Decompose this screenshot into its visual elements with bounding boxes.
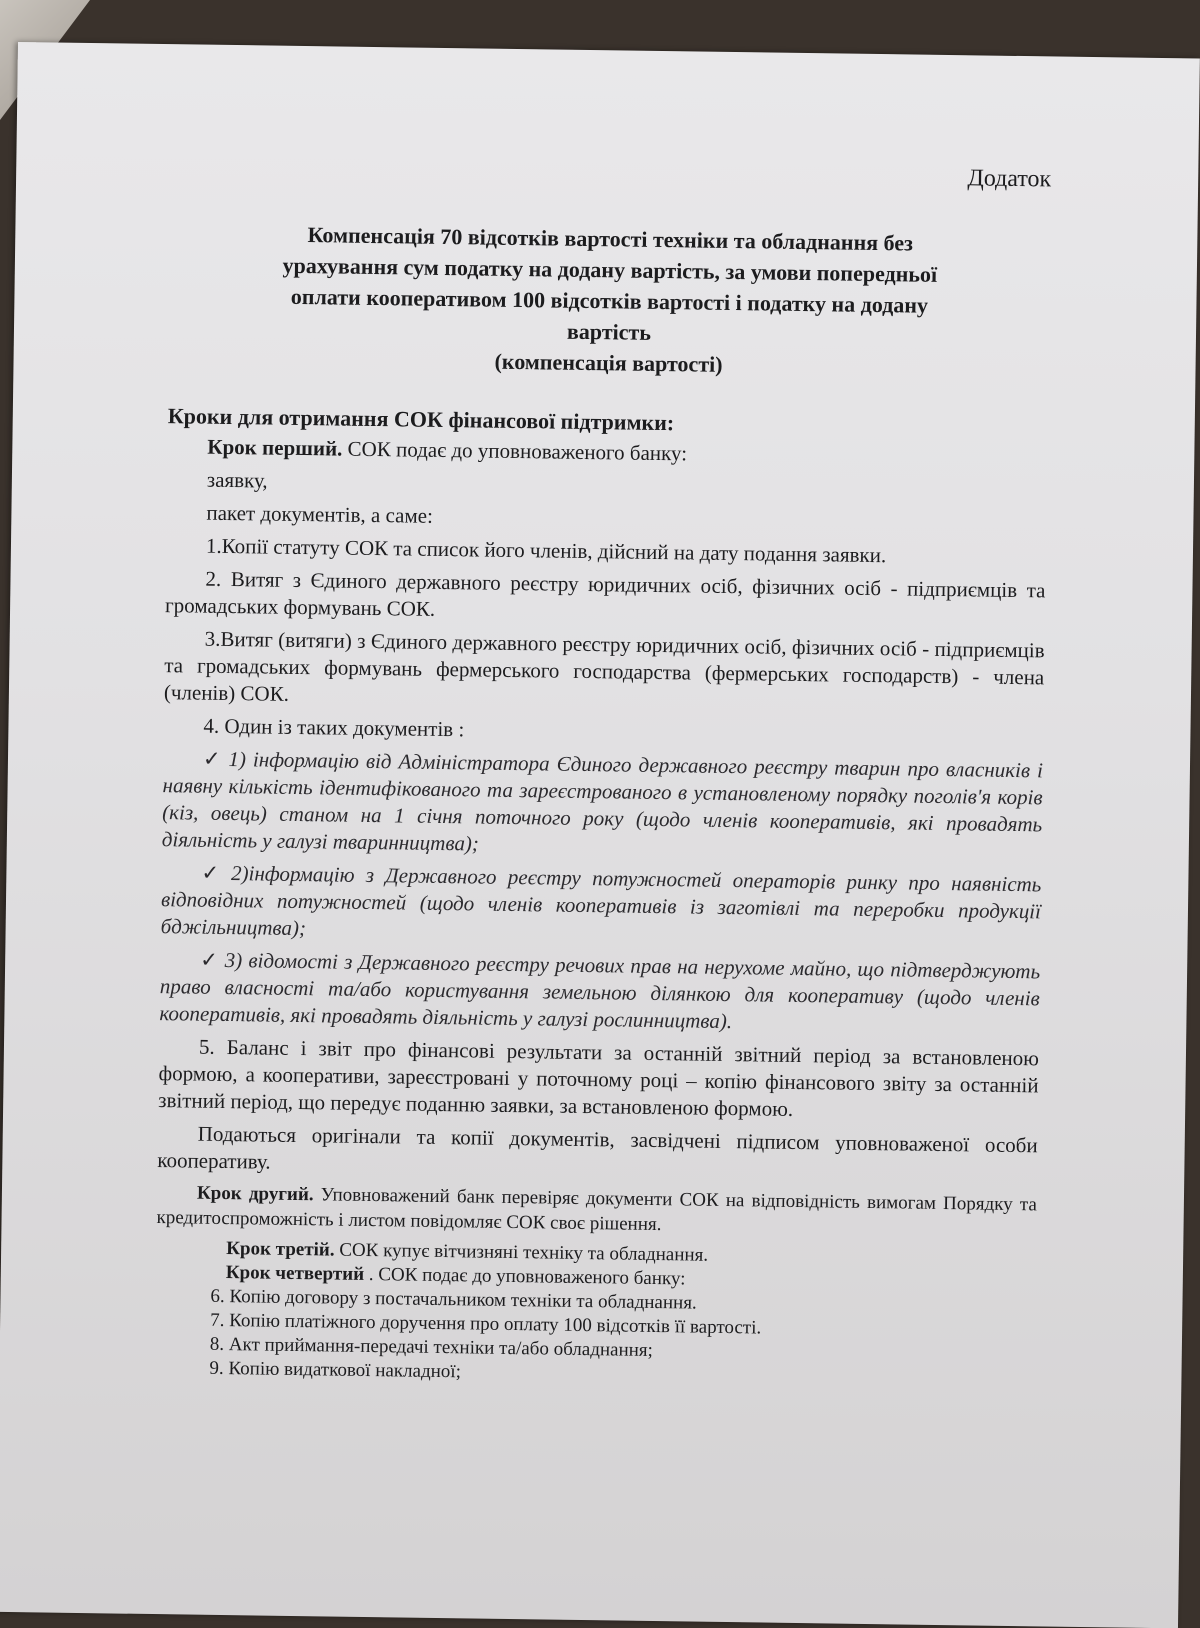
step-4-item-9: 9. Копію видаткової накладної; [209,1357,462,1383]
check-icon: ✓ [201,860,226,885]
check-item-text: 1) інформацію від Адміністратора Єдиного державного реєстру тварин про власників і наявну кількість ідентифікованого та зареєстрованого в установленому порядку поголів'я корів (кіз, овець) станом на 1 січня поточного року (щодо членів кооперативів, які провадять діяльність у галузі тваринництва); [161,747,1044,856]
check-item-3 [159,946,1040,1039]
title-line: оплати кооперативом 100 відсотків вартості і податку на додану [290,283,929,318]
step-2-text: Уповноважений банк перевіряє документи СОК на відповідність вимогам Порядку та кредитоспроможність і листом повідомляє СОК своє рішення. [156,1184,1038,1236]
document-item-2: 2. Витяг з Єдиного державного реєстру юридичних осіб, фізичних осіб - підприємців та громадських формувань СОК. [164,566,1046,621]
document-item-1: 1.Копії статуту СОК та список його членів, дійсний на дату подання заявки. [205,533,887,568]
check-item-2 [160,859,1041,952]
step-2 [156,1180,1037,1242]
document-item-4: 4. Один із таких документів : [203,713,465,742]
originals-note: Подаються оригінали та копії документів, засвідчені підписом уповноваженої особи кооперативу. [157,1121,1038,1174]
step-1-item: пакет документів, а саме: [206,500,434,528]
step-4-text: . СОК подає до уповноваженого банку: [363,1263,686,1290]
document-item-3: 3.Витяг (витяги) з Єдиного державного реєстру юридичних осіб, фізичних осіб - підприємців та громадських формувань фермерського господарства (фермерських господарств) - члена (членів) СОК. [163,626,1045,706]
document-page [0,42,1200,1628]
document-title [178,217,1040,384]
check-item-text: 2)інформацію з Державного реєстру потужностей операторів ринку про наявність відповідних потужностей (щодо членів кооперативів із заготівлі та переробки продукції бджільництва); [160,861,1042,941]
step-4-item-8: 8. Акт приймання-передачі техніки та/або обладнання; [209,1333,654,1361]
step-2-label: Крок другий. [196,1182,314,1206]
step-1-text: СОК подає до уповноваженого банку: [342,436,688,466]
title-line: урахування сум податку на додану вартість, за умови попередньої [282,252,938,287]
title-subtitle: (компенсація вартості) [494,348,723,377]
steps-heading: Кроки для отримання СОК фінансової підтримки: [167,403,675,436]
title-line: вартість [566,318,652,345]
step-4-label: Крок четвертий [225,1262,365,1285]
step-3-label: Крок третій. [226,1238,335,1261]
document-item-5: 5. Баланс і звіт про фінансові результати за останній звітний період за встановленою формою, а кооперативи, зареєстровані у поточному році – копію фінансового звіту за останній звітний період, що передує поданню заявки, за встановленою формою. [158,1034,1040,1121]
appendix-label: Додаток [967,165,1052,193]
title-line: Компенсація 70 відсотків вартості техніки та обладнання без [307,222,914,256]
step-1-item: заявку, [206,467,268,493]
check-item-1 [162,745,1043,865]
step-1-label: Крок перший. [207,434,343,461]
document-body [154,154,1051,1392]
step-4-item-6: 6. Копію договору з постачальником техніки та обладнання. [210,1285,697,1314]
check-icon: ✓ [200,947,219,972]
step-4-item-7: 7. Копію платіжного доручення про оплату 100 відсотків її вартості. [210,1309,762,1339]
check-item-text: 3) відомості з Державного реєстру речових прав на нерухоме майно, що підтверджують право власності та/або користування земельною ділянкою для кооперативу (щодо членів кооперативів, які провадять діяльність у галузі рослинництва). [159,947,1041,1034]
check-icon: ✓ [202,746,223,771]
step-3-text: СОК купує вітчизняні техніку та обладнання. [334,1239,709,1266]
